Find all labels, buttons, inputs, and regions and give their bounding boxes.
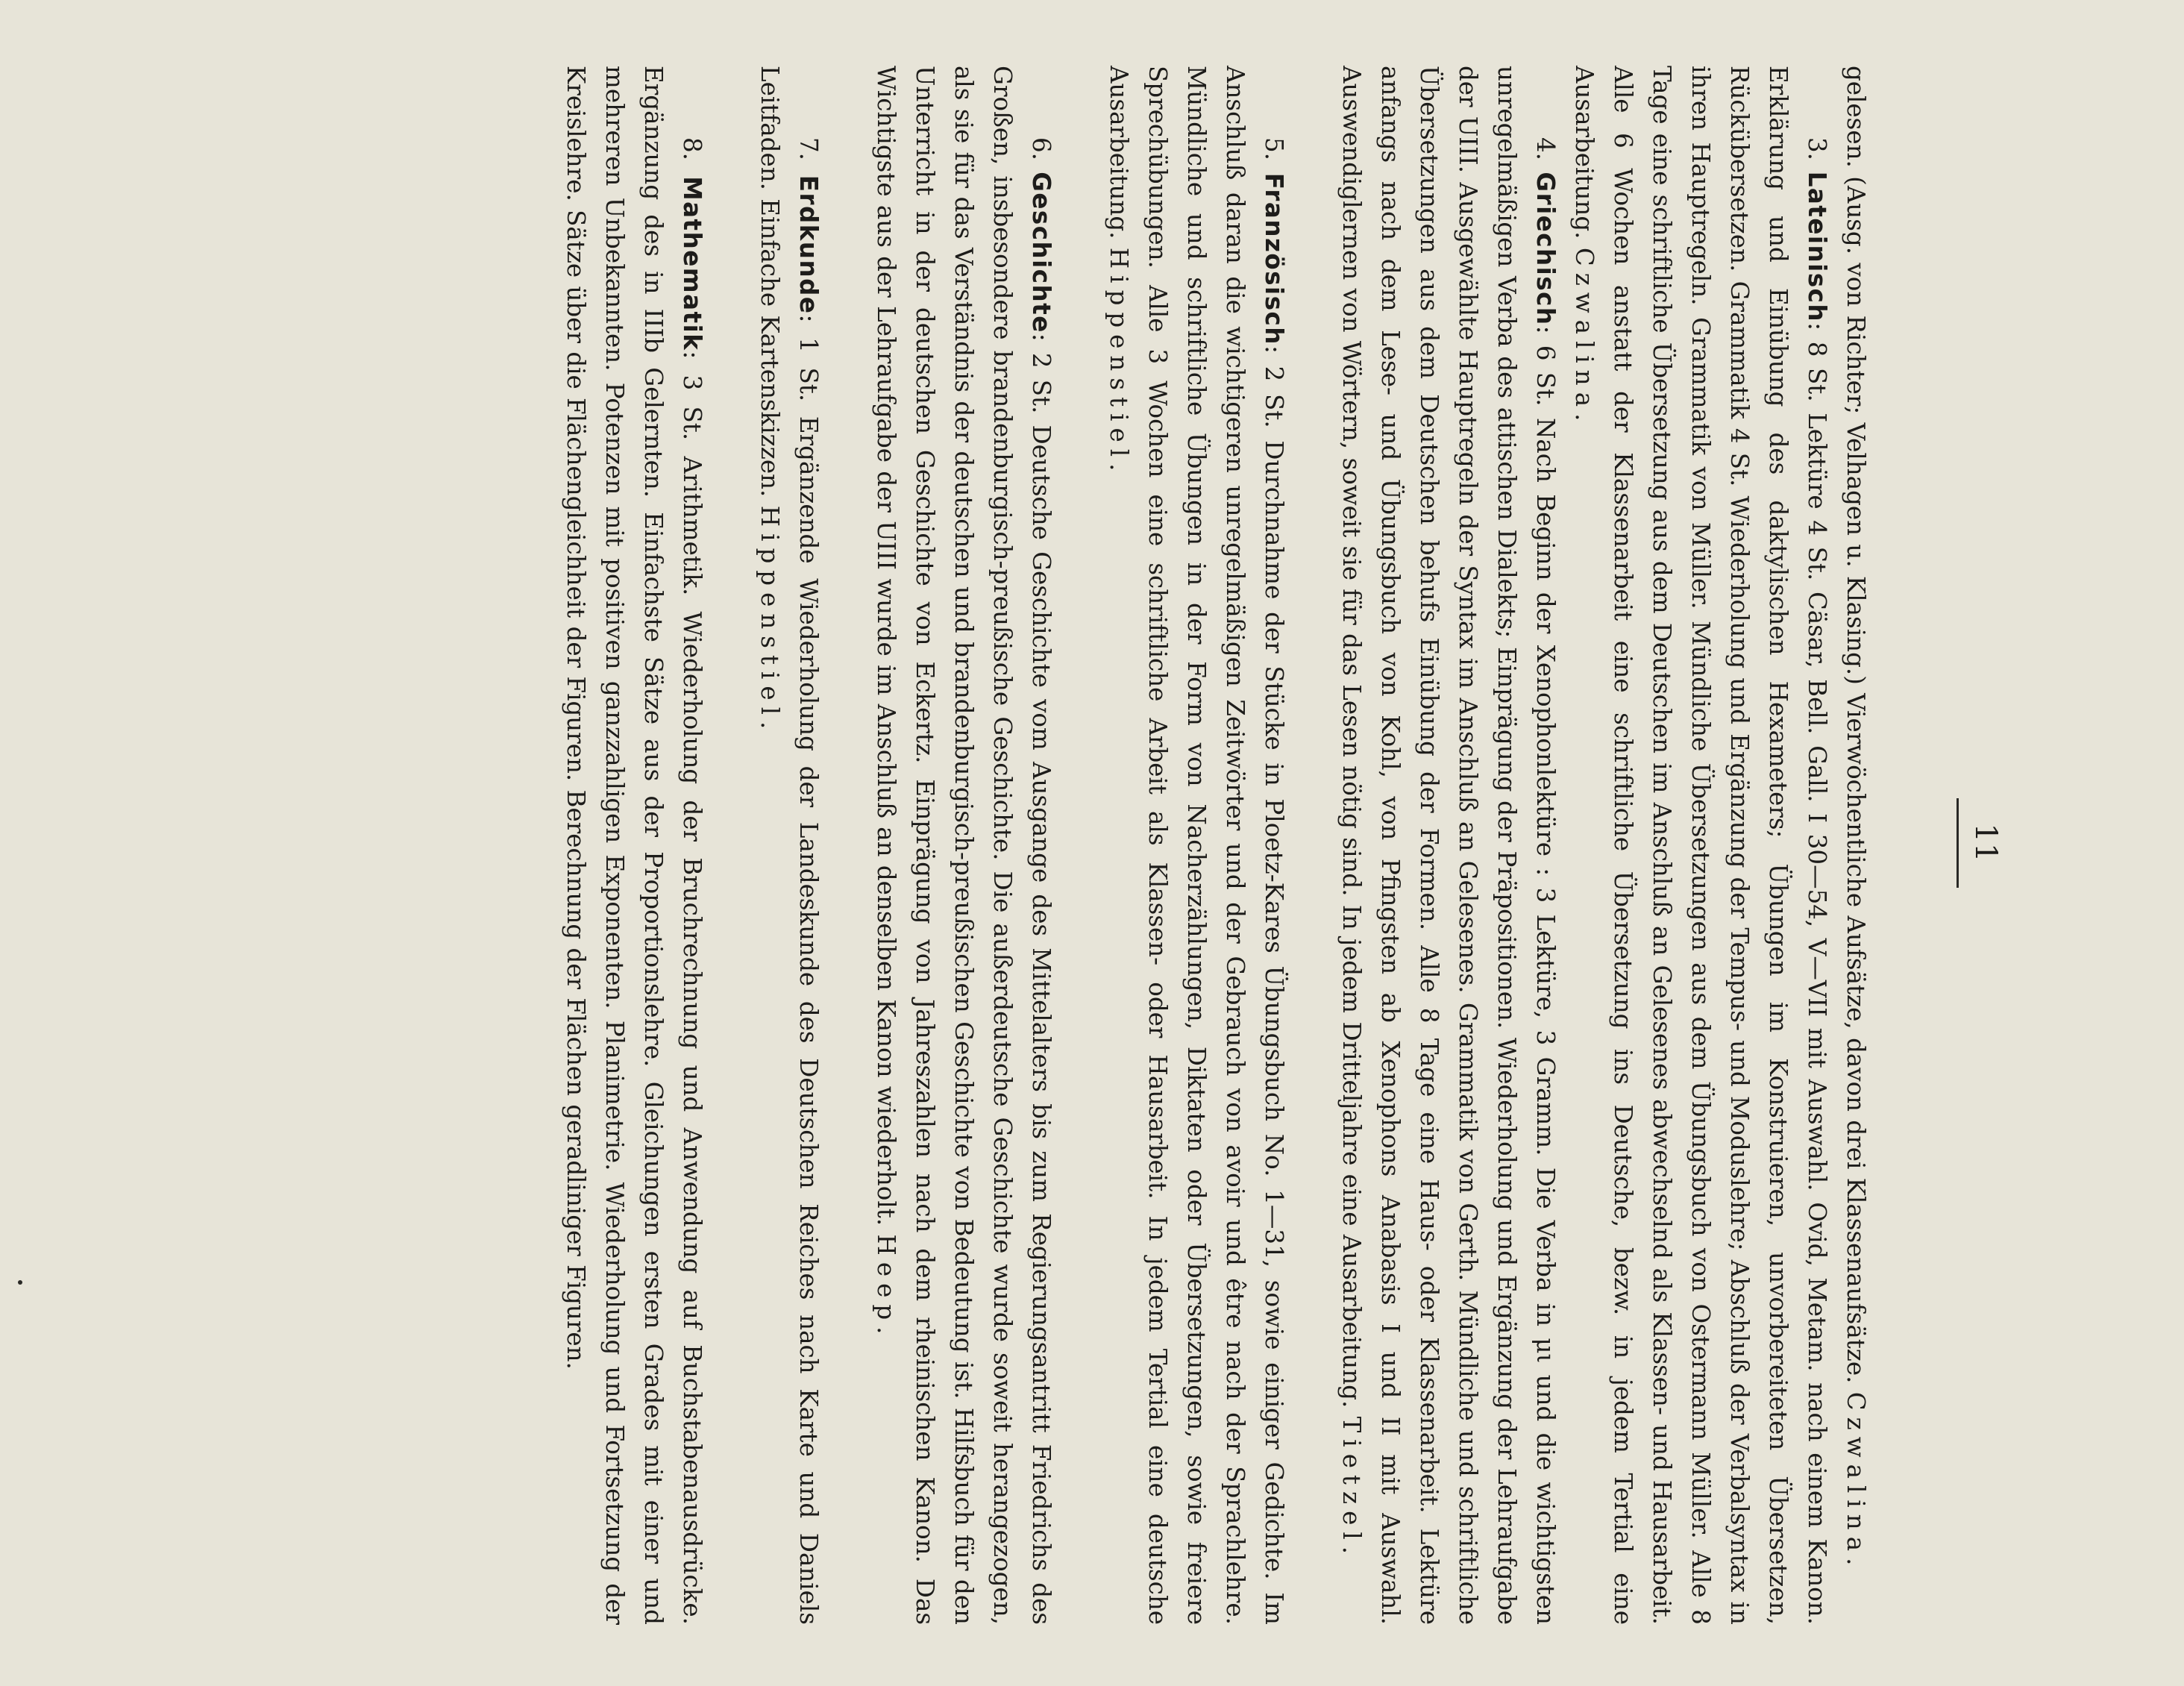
section-greek: 4. Griechisch: 6 St. Nach Beginn der Xenophonlektüre : 3 Lektüre, 3 Gramm. Die Verba in μι und die wichtigsten unregelmäßigen Verba des attischen Dialekts; Einprägung der Präpositionen. Wiederholung und Ergänzung der Lehraufgabe der UIII. Ausgewählte Hauptregeln der Syntax im Anschluß an Gelesenes. Grammatik von Gerth. Mündliche und schriftliche Übersetzungen aus dem Deutschen behufs Einübung der Formen. Alle 8 Tage eine Haus- oder Klassenarbeit. Lektüre anfangs nach dem Lese- und Übungsbuch von Kohl, von Pfingsten ab Xenophons Anabasis I und II mit Auswahl. Auswendiglernen von Wörtern, soweit sie für das Lesen nötig sind. In jedem Dritteljahre eine Ausarbeitung. Tietzel. (1337, 66, 1560, 1625)
page-number: 11 (1968, 823, 2003, 863)
ink-speck (18, 1280, 22, 1285)
section-latin: 3. Lateinisch: 8 St. Lektüre 4 St. Cäsar, Bell. Gall. I 30—54, V—VII mit Auswahl. Ovid, Metam. nach einem Kanon. Erklärung und Einübung des daktylischen Hexameters; Übungen im Konstruieren, unvorbereiteten Übersetzen, Rückübersetzen. Grammatik 4 St. Wiederholung und Ergänzung der Tempus- und Moduslehre; Abschluß der Verbalsyntax in ihren Hauptregeln. Grammatik von Müller. Mündliche Übersetzungen aus dem Übungsbuch von Ostermann Müller. Alle 8 Tage eine schriftliche Übersetzung aus dem Deutschen im Anschluß an Gelesenes abwechselnd als Klassen- und Hausarbeit. Alle 6 Wochen anstatt der Klassenarbeit eine schriftliche Übersetzung ins Deutsche, bezw. in jedem Tertial eine Ausarbeitung. Czwalina. (1570, 66, 1831, 1625)
subject-heading: Französisch (1260, 172, 1288, 345)
section-geography: 7. Erdkunde: 1 St. Ergänzende Wiederholung der Landeskunde des Deutschen Reiches nach Karte und Daniels Leitfaden. Einfache Kartenskizzen. Hippenstiel. (756, 66, 823, 1625)
section-mathematics: 8. Mathematik: 3 St. Arithmetik. Wiederholung der Bruchrechnung und Anwendung auf Buchstabenausdrücke. Ergänzung des in IIIb Gelernten. Einfachste Sätze aus der Proportionslehre. Gleichungen ersten Grades mit einer und mehreren Unbekannten. Potenzen mit positiven ganzzahligen Exponenten. Planimetrie. Wiederholung und Fortsetzung der Kreislehre. Sätze über die Flächengleichheit der Figuren. Berechnung der Flächen geradliniger Figuren. (562, 66, 706, 1625)
section-french: 5. Französisch: 2 St. Durchnahme der Stücke in Ploetz-Kares Übungsbuch No. 1—31, sowie einiger Gedichte. Im Anschluß daran die wichtigeren unregelmäßigen Zeitwörter und der Gebrauch von avoir und être nach der Sprachlehre. Mündliche und schriftliche Übungen in der Form von Nacherzählungen, Diktaten oder Übersetzungen, sowie freiere Sprechübungen. Alle 3 Wochen eine schriftliche Arbeit als Klassen- oder Hausarbeit. In jedem Tertial eine deutsche Ausarbeitung. Hippenstiel. (1105, 66, 1288, 1625)
subject-heading: Geschichte (1027, 172, 1055, 333)
section-number: 7. (794, 137, 823, 161)
section-number: 4. (1531, 137, 1560, 161)
section-number: 8. (678, 137, 706, 161)
section-number: 3. (1803, 137, 1831, 161)
subject-heading: Lateinisch (1803, 171, 1831, 323)
teacher-name: Tietzel. (1337, 1416, 1366, 1561)
teacher-name: Hippenstiel. (756, 505, 784, 736)
teacher-name: Czwalina. (1570, 247, 1598, 428)
page-number-rule (1957, 798, 1959, 888)
body-text (556, 66, 1875, 1625)
teacher-name: Heep. (872, 1234, 900, 1341)
teacher-name: Hippenstiel. (1105, 247, 1133, 478)
section-number: 6. (1027, 137, 1055, 161)
subject-heading: Mathematik (678, 176, 706, 351)
subject-heading: Erdkunde (794, 175, 823, 315)
section-number: 5. (1260, 137, 1288, 161)
subject-heading: Griechisch (1531, 172, 1560, 326)
teacher-name: Czwalina. (1842, 1391, 1870, 1573)
paragraph-continuation: gelesen. (Ausg. von Richter; Velhagen u. Klasing.) Vierwöchentliche Aufsätze, davon drei Klassenaufsätze. Czwalina. (1842, 66, 1870, 1573)
section-history: 6. Geschichte: 2 St. Deutsche Geschichte vom Ausgange des Mittelalters bis zum Regierungsantritt Friedrichs des Großen, insbesondere brandenburgisch-preußische Geschichte. Die außerdeutsche Geschichte wurde soweit herangezogen, als sie für das Verständnis der deutschen und brandenburgisch-preußischen Geschichte von Bedeutung ist. Hilfsbuch für den Unterricht in der deutschen Geschichte von Eckertz. Einprägung von Jahreszahlen nach dem rheinischen Kanon. Das Wichtigste aus der Lehraufgabe der UIII wurde im Anschluß an denselben Kanon wiederholt. Heep. (872, 66, 1055, 1625)
